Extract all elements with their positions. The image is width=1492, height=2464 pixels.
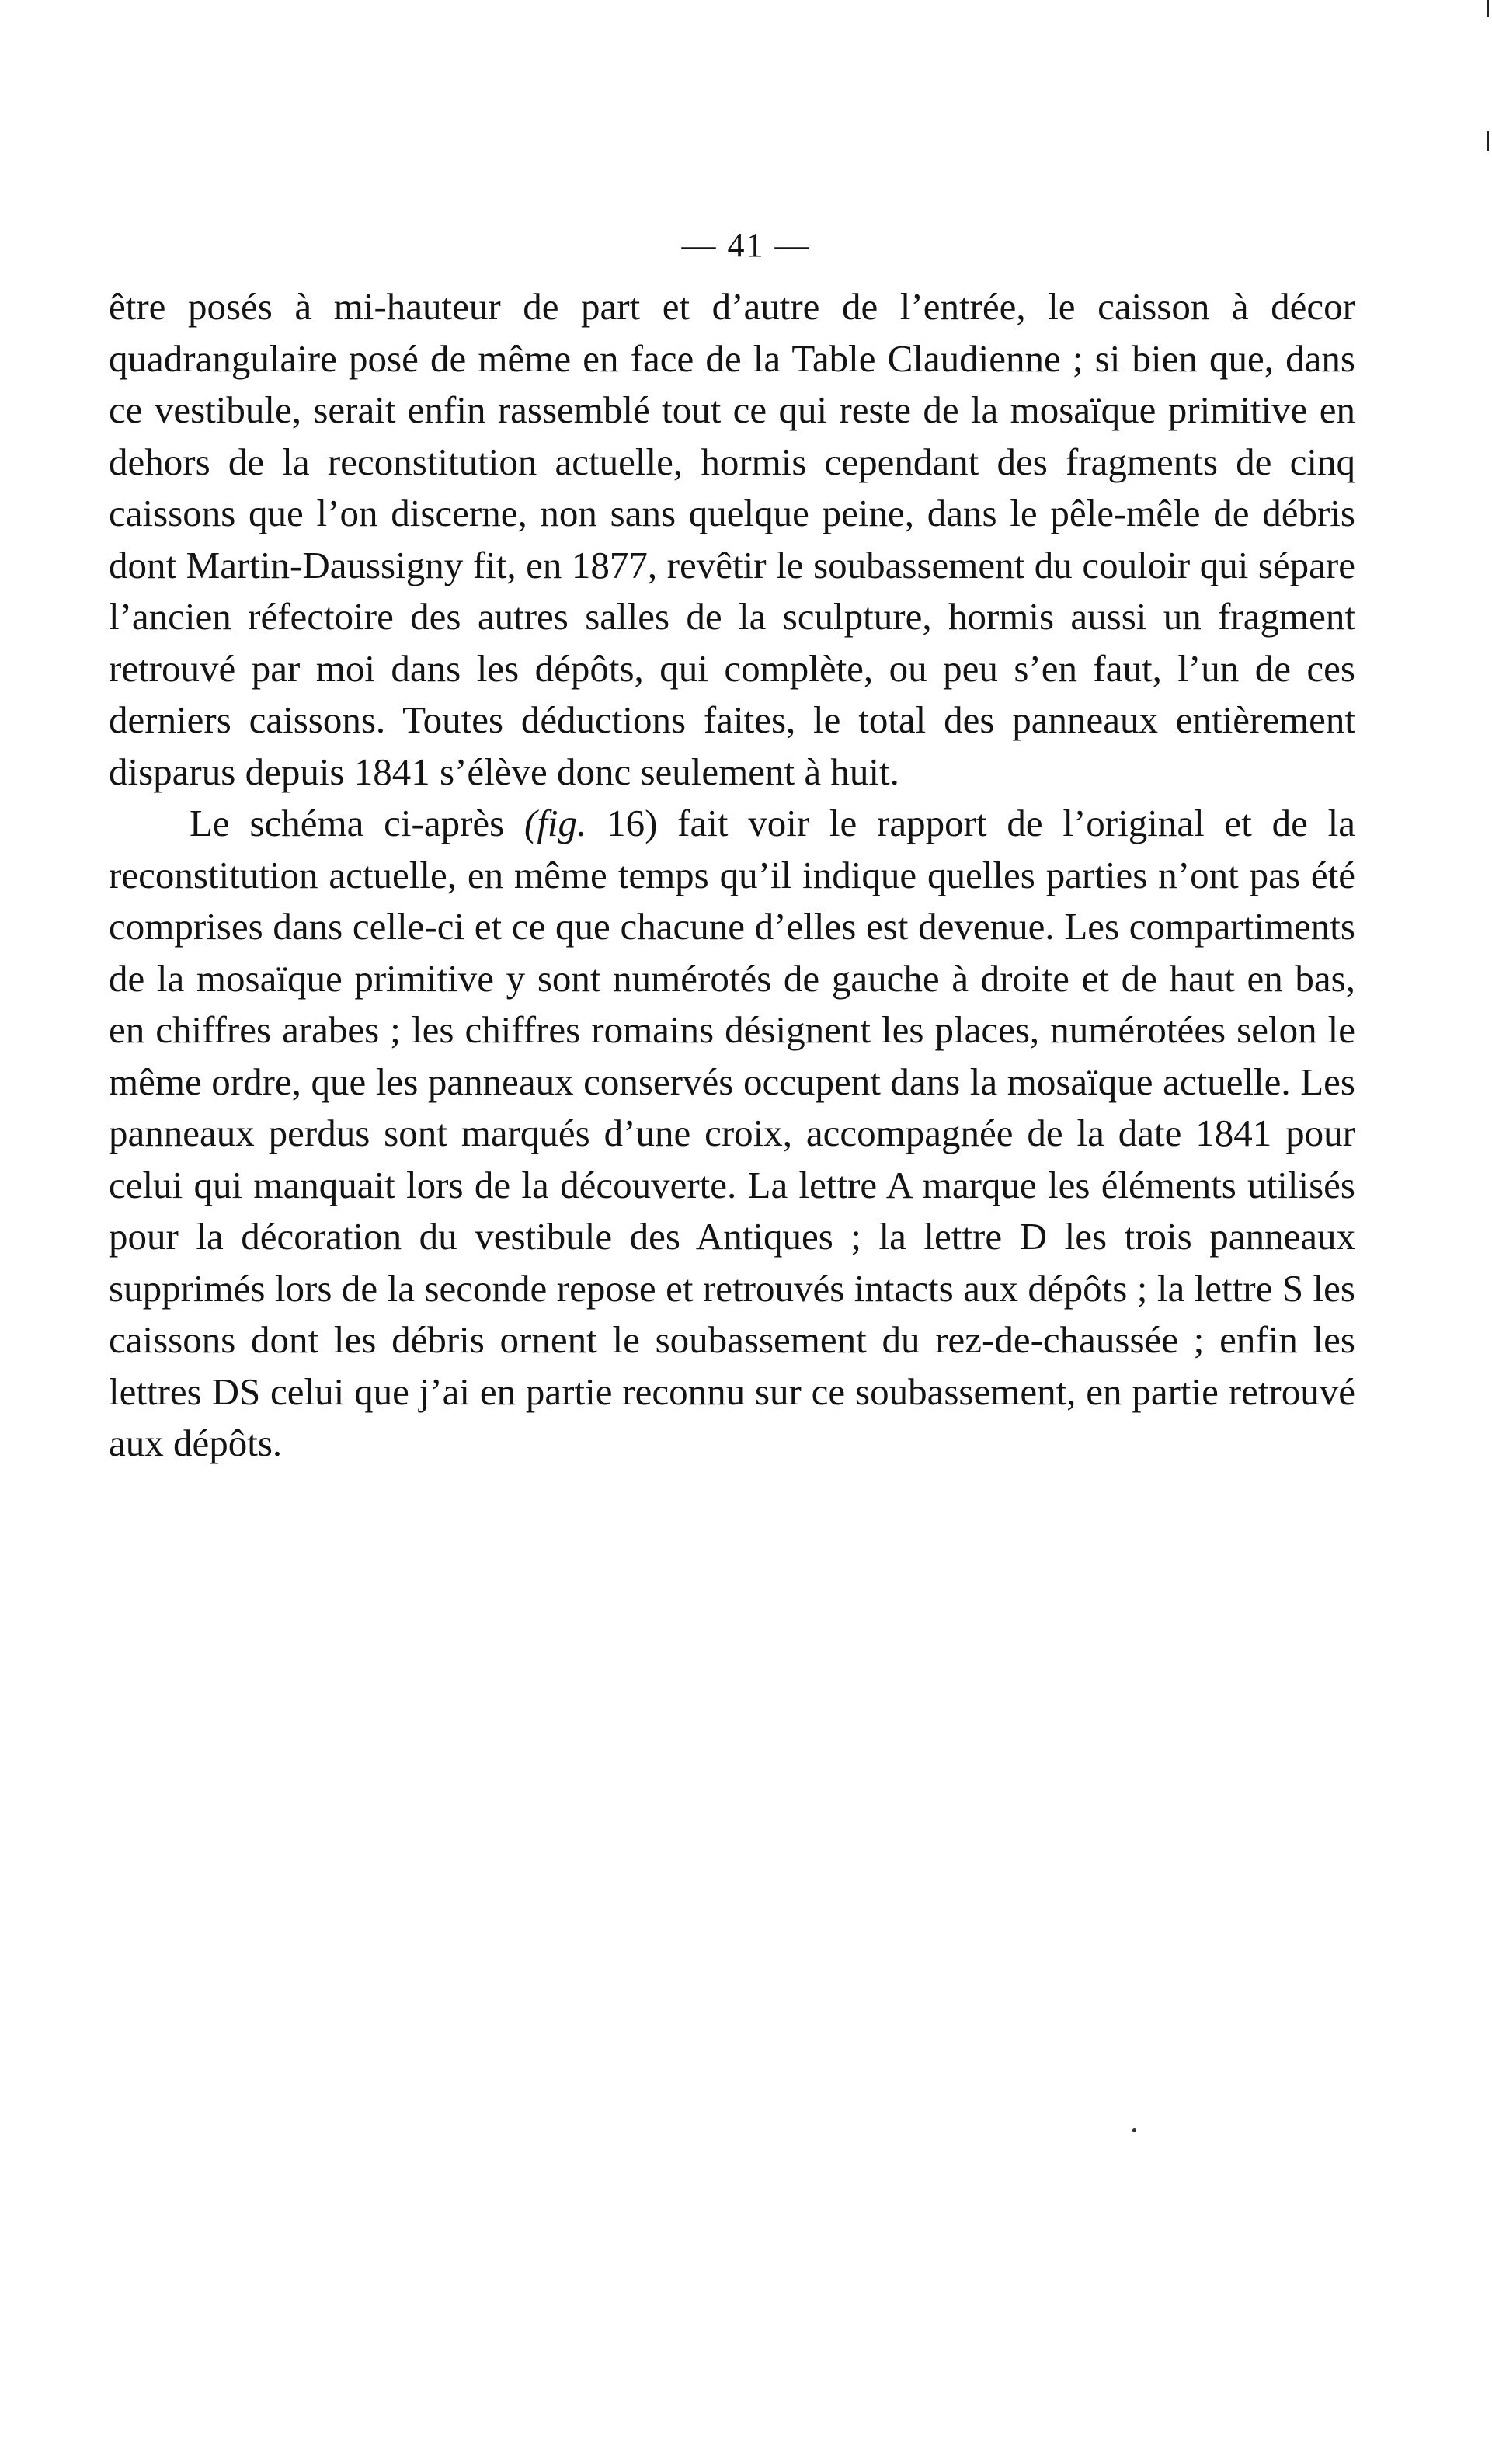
paragraph-2-body: 16) fait voir le rapport de l’original et de la reconstitution actuelle, en même temps qu’il indique quelles parties n’ont pas été comprises dans celle-ci et ce que chacune d’elles est devenue. Les compartiments de la mosaïque primitive y sont numérotés de gauche à droite et de haut en bas, en chiffres arabes ; les chiffres romains désignent les places, numérotées selon le même ordre, que les panneaux conservés occupent dans la mosaïque actuelle. Les panneaux perdus sont marqués d’une croix, accompagnée de la date 1841 pour celui qui manquait lors de la découverte. La lettre A marque les éléments utilisés pour la décoration du vestibule des Antiques ; la lettre D les trois panneaux supprimés lors de la seconde repose et retrouvés intacts aux dépôts ; la lettre S les caissons dont les débris ornent le soubassement du rez-de-chaussée ; enfin les lettres DS celui que j’ai en partie reconnu sur ce soubassement, en partie retrouvé aux dépôts. (109, 802, 1355, 1464)
paragraph-2 (109, 798, 1355, 1470)
scan-edge-mark-top (1487, 0, 1489, 17)
scan-edge-mark (1487, 131, 1489, 151)
paragraph-1: être posés à mi-hauteur de part et d’autre de l’entrée, le caisson à décor quadrangulaire posé de même en face de la Table Claudienne ; si bien que, dans ce vestibule, serait enfin rassemblé tout ce qui reste de la mosaïque primitive en dehors de la reconstitution actuelle, hormis cependant des fragments de cinq caissons que l’on discerne, non sans quelque peine, dans le pêle-mêle de débris dont Martin-Daussigny fit, en 1877, revêtir le soubassement du couloir qui sépare l’ancien réfectoire des autres salles de la sculpture, hormis aussi un fragment retrouvé par moi dans les dépôts, qui complète, ou peu s’en faut, l’un de ces derniers caissons. Toutes déductions faites, le total des panneaux entièrement disparus depuis 1841 s’élève donc seulement à huit. (109, 285, 1355, 793)
scan-speck (1132, 2128, 1136, 2132)
page-number: — 41 — (681, 226, 811, 264)
body-text (109, 281, 1355, 1470)
figure-reference: (fig. (524, 802, 587, 844)
paragraph-2-intro: Le schéma ci-après (190, 802, 524, 844)
